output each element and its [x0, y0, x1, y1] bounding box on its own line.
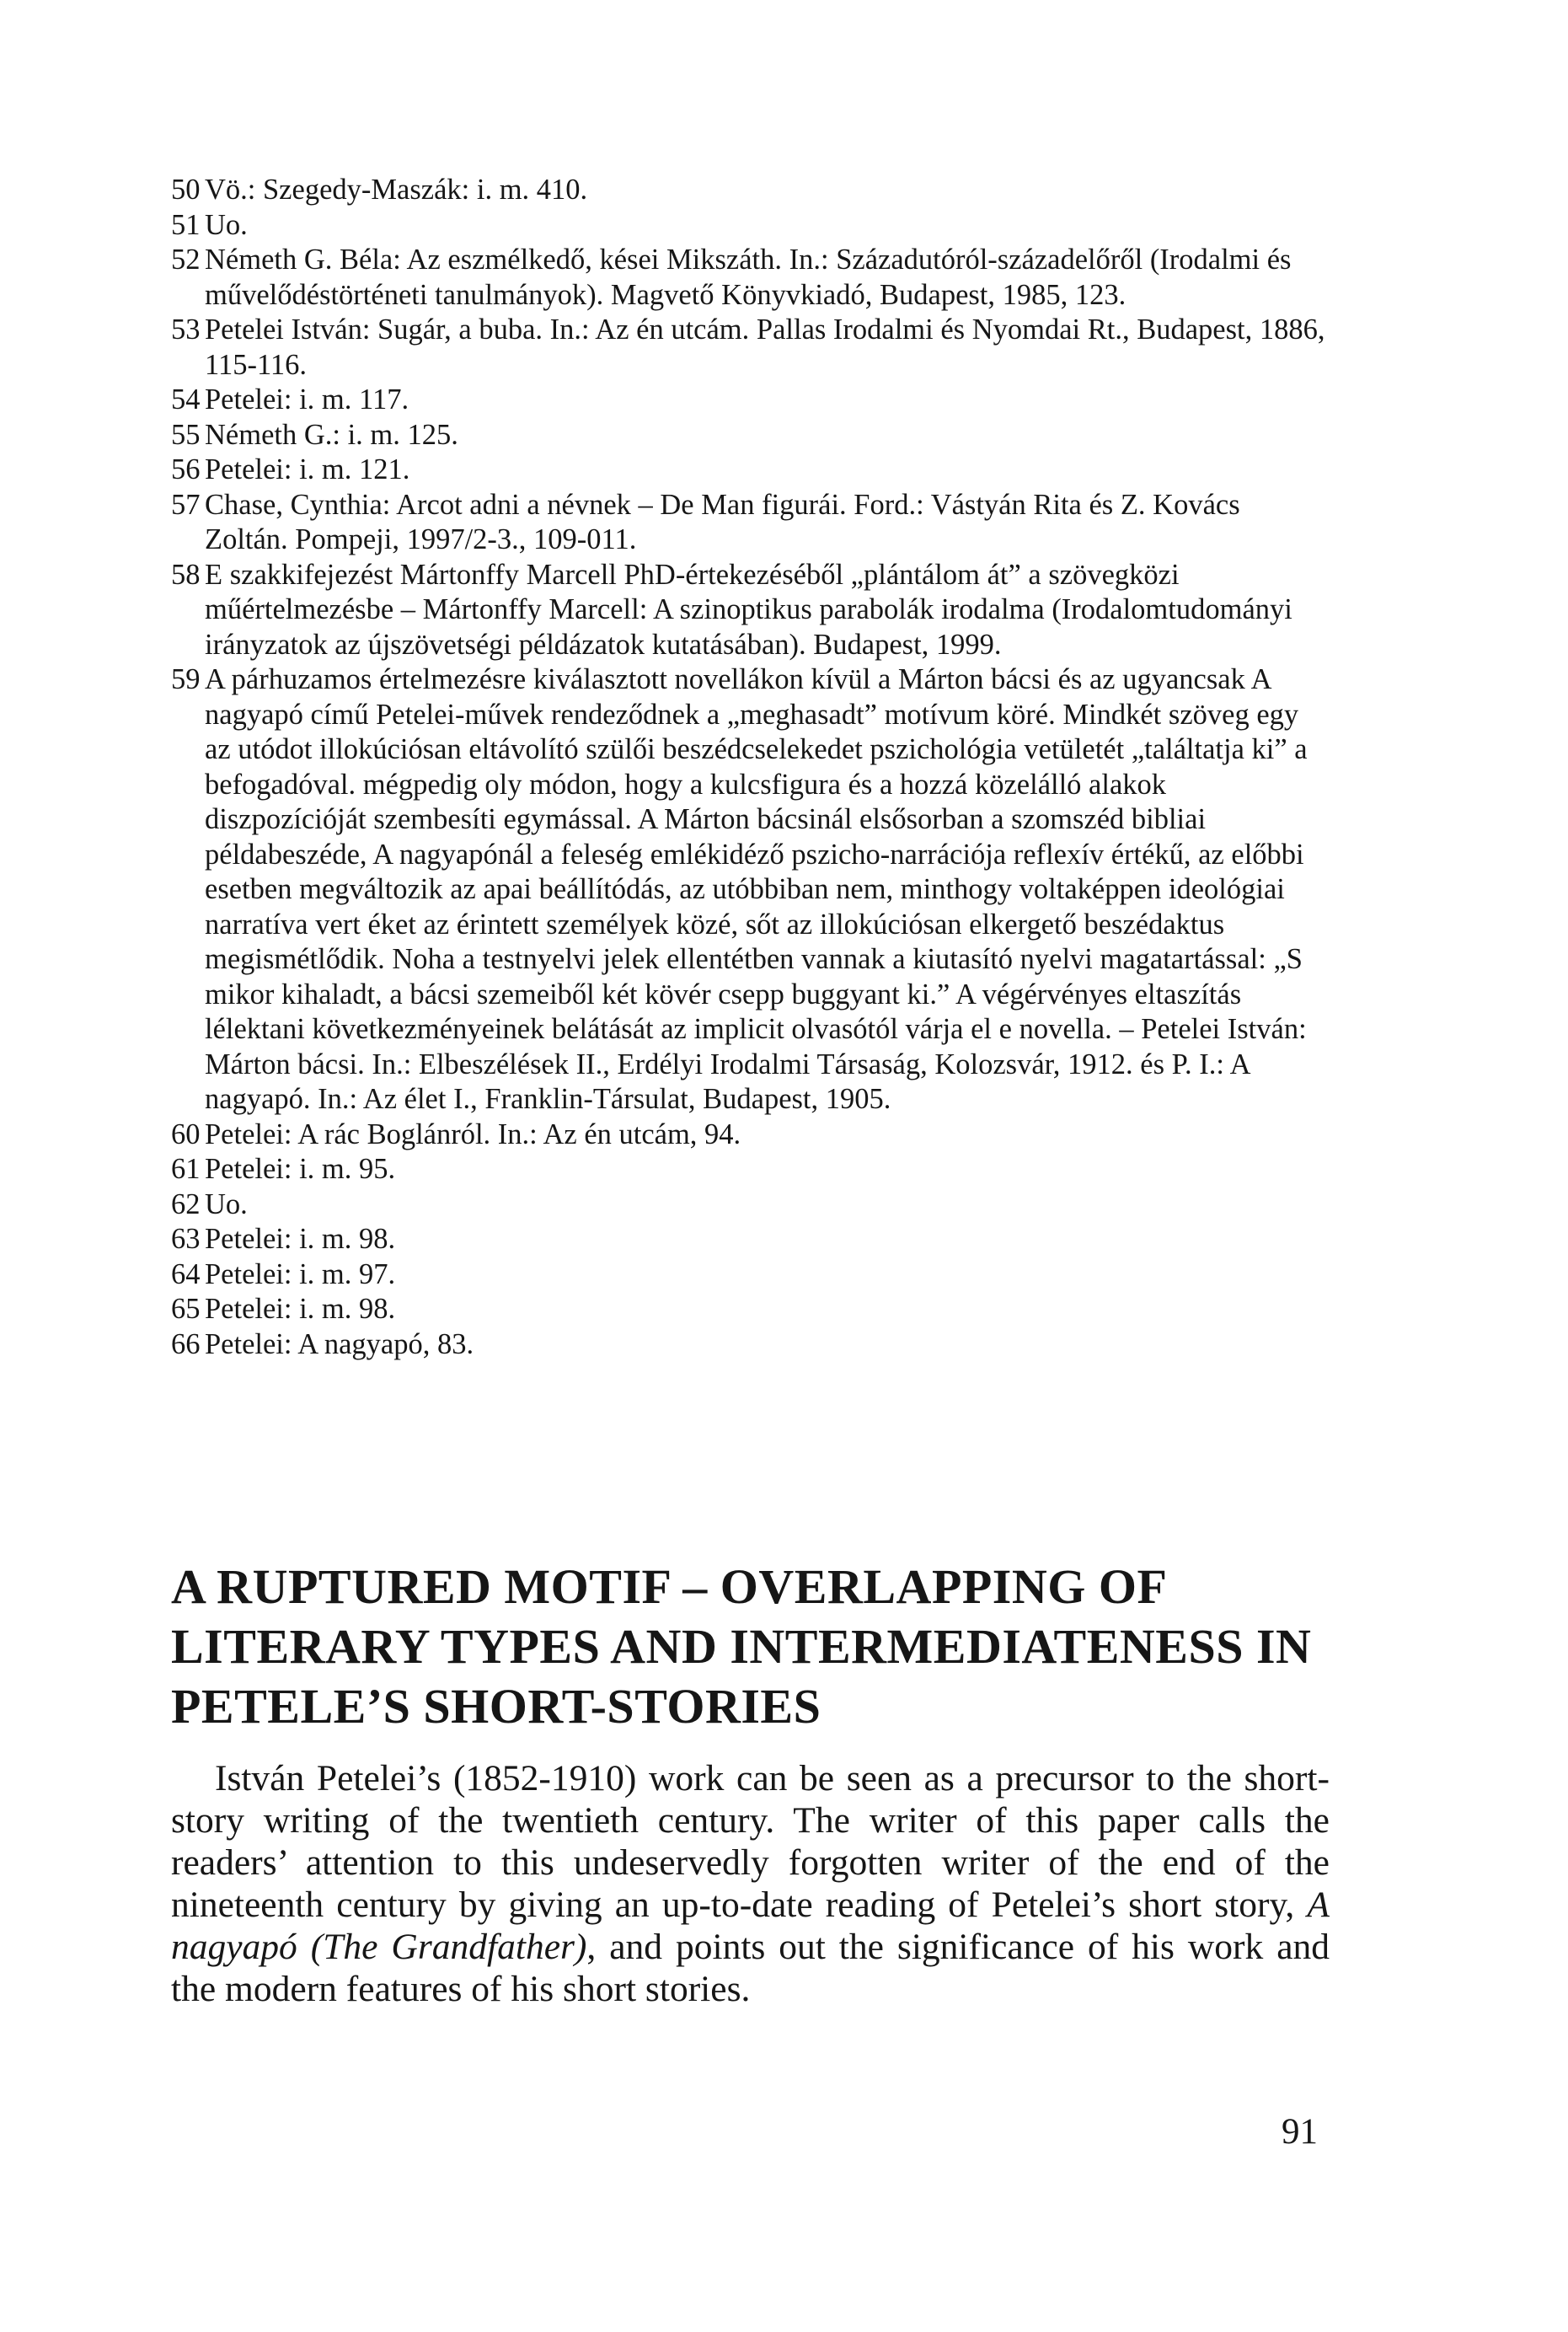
- footnote-text: Petelei: i. m. 121.: [205, 453, 410, 485]
- footnotes-list: [171, 173, 1330, 1362]
- footnote-text: Németh G. Béla: Az eszmélkedő, kései Mikszáth. In.: Századutóról-századelőről (Irodalmi és művelődéstörténeti tanulmányok). Magvető Könyvkiadó, Budapest, 1985, 123.: [205, 244, 1292, 311]
- footnote: [171, 1118, 1330, 1153]
- footnote-number: 51: [171, 208, 201, 241]
- footnote-number: 60: [171, 1118, 201, 1150]
- footnote-text: Petelei: i. m. 117.: [205, 383, 409, 415]
- footnote: [171, 313, 1330, 383]
- footnote: [171, 1222, 1330, 1257]
- abstract-text-end: , and points out the significance of his work and the modern features of his short stories.: [171, 1927, 1330, 2009]
- footnote: [171, 488, 1330, 558]
- footnote: [171, 208, 1330, 244]
- footnote-text: Petelei: i. m. 98.: [205, 1223, 396, 1255]
- page-number: 91: [1282, 2112, 1318, 2152]
- footnote-number: 52: [171, 244, 201, 276]
- footnote-number: 50: [171, 174, 201, 206]
- footnote-number: 62: [171, 1187, 201, 1220]
- footnote: [171, 558, 1330, 663]
- footnote-text: Vö.: Szegedy-Maszák: i. m. 410.: [205, 174, 588, 206]
- footnote-number: 57: [171, 488, 201, 521]
- footnote-text: A párhuzamos értelmezésre kiválasztott novellákon kívül a Márton bácsi és az ugyancsak A nagyapó című Petelei-művek rendeződnek a „meghasadt” motívum köré. Mindkét szöveg egy az utódot illokúciósan eltávolító szülői beszédcselekedet pszichológia vetületét „találtatja ki” a befogadóval. mégpedig oly módon, hogy a kulcsfigura és a hozzá közelálló alakok diszpozícióját szembesíti egymással. A Márton bácsinál elsősorban a szomszéd bibliai példabeszéde, A nagyapónál a feleség emlékidéző pszicho-narrációja reflexív értékű, az előbbi esetben megváltozik az apai beállítódás, az utóbbiban nem, minthogy voltaképpen ideológiai narratíva vert éket az érintett személyek közé, sőt az illokúciósan elkergető beszédaktus megismétlődik. Noha a testnyelvi jelek ellentétben vannak a kiutasító nyelvi magatartással: „S mikor kihaladt, a bácsi szemeiből két kövér csepp buggyant ki.” A végérvényes eltaszítás lélektani következményeinek belátását az implicit olvasótól várja el e novella. – Petelei István: Márton bácsi. In.: Elbeszélések II., Erdélyi Irodalmi Társaság, Kolozsvár, 1912. és P. I.: A nagyapó. In.: Az élet I., Franklin-Társulat, Budapest, 1905.: [205, 663, 1308, 1115]
- footnote-text: Petelei István: Sugár, a buba. In.: Az én utcám. Pallas Irodalmi és Nyomdai Rt., Budapest, 1886, 115-116.: [205, 314, 1325, 381]
- footnote: [171, 243, 1330, 313]
- footnote-number: 63: [171, 1223, 201, 1255]
- footnote: [171, 173, 1330, 208]
- footnote-number: 54: [171, 383, 201, 415]
- footnote-text: Uo.: [205, 1187, 248, 1220]
- footnote-text: Uo.: [205, 208, 248, 241]
- footnote-number: 59: [171, 663, 201, 695]
- footnote: [171, 1257, 1330, 1293]
- footnote-number: 53: [171, 314, 201, 346]
- footnote: [171, 1292, 1330, 1327]
- footnote: [171, 1187, 1330, 1223]
- footnote-number: 55: [171, 418, 201, 451]
- footnote-text: Petelei: i. m. 97.: [205, 1257, 396, 1290]
- footnote-number: 65: [171, 1293, 201, 1325]
- footnote-number: 64: [171, 1257, 201, 1290]
- footnote-number: 61: [171, 1153, 201, 1185]
- footnote-text: Petelei: A nagyapó, 83.: [205, 1327, 474, 1360]
- footnote: [171, 418, 1330, 453]
- footnote: [171, 662, 1330, 1118]
- footnote-text: E szakkifejezést Mártonffy Marcell PhD-értekezéséből „plántálom át” a szövegközi műértelmezésbe – Mártonffy Marcell: A szinoptikus parabolák irodalma (Irodalomtudományi irányzatok az újszövetségi példázatok kutatásában). Budapest, 1999.: [205, 558, 1292, 661]
- footnote: [171, 1327, 1330, 1363]
- abstract-text-start: István Petelei’s (1852-1910) work can be seen as a precursor to the short-story writing of the twentieth century. The writer of this paper calls the readers’ attention to this undeservedly forgotten writer of the end of the nineteenth century by giving an up-to-date reading of Petelei’s short story,: [171, 1758, 1330, 1925]
- footnote-number: 58: [171, 558, 201, 591]
- footnote: [171, 1152, 1330, 1187]
- footnote-text: Petelei: i. m. 98.: [205, 1293, 396, 1325]
- footnote-text: Petelei: i. m. 95.: [205, 1153, 396, 1185]
- article-title: A RUPTURED MOTIF – OVERLAPPING OF LITERARY TYPES AND INTERMEDIATENESS IN PETELE’S SHORT-STORIES: [171, 1559, 1312, 1734]
- abstract-paragraph: [171, 1757, 1330, 2010]
- footnote: [171, 383, 1330, 418]
- footnote: [171, 453, 1330, 488]
- footnote-number: 66: [171, 1327, 201, 1360]
- footnote-text: Németh G.: i. m. 125.: [205, 418, 458, 451]
- abstract-italic-title: A nagyapó (The Grandfather): [171, 1884, 1330, 1967]
- footnote-text: Chase, Cynthia: Arcot adni a névnek – De Man figurái. Ford.: Vástyán Rita és Z. Kovács Zoltán. Pompeji, 1997/2-3., 109-011.: [205, 488, 1240, 555]
- footnote-text: Petelei: A rác Boglánról. In.: Az én utcám, 94.: [205, 1118, 741, 1150]
- footnote-number: 56: [171, 453, 201, 485]
